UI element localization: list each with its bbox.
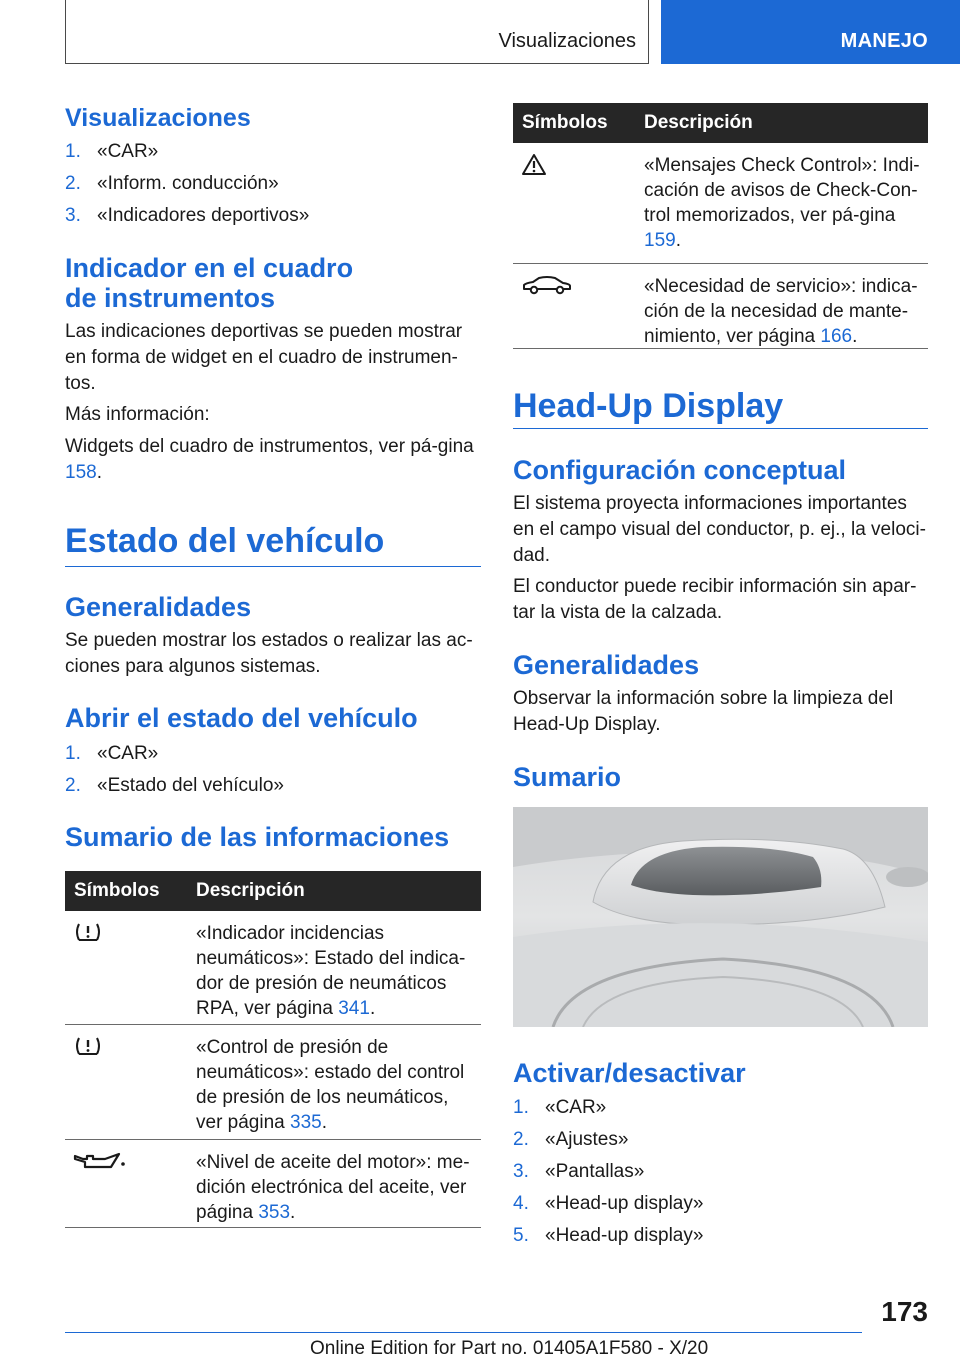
sumario-informaciones-heading: Sumario de las informaciones — [65, 822, 450, 852]
visualizaciones-steps — [65, 136, 481, 232]
header-section-box — [65, 0, 649, 64]
footer-rule — [65, 1332, 862, 1333]
widgets-reference: Widgets del cuadro de instrumentos, ver pá-gina 158. — [65, 436, 474, 483]
generalidades-hud-heading: Generalidades — [513, 650, 700, 680]
table-row — [65, 1140, 481, 1228]
visualizaciones-heading: Visualizaciones — [65, 104, 251, 132]
table-header — [65, 871, 481, 911]
list-item: 2. «Estado del vehículo» — [65, 775, 284, 796]
heading-rule — [65, 566, 481, 567]
list-item: 3. «Indicadores deportivos» — [65, 205, 310, 226]
activar-steps — [513, 1092, 928, 1252]
header-chapter-label: MANEJO — [840, 30, 928, 52]
page-link-159[interactable]: 159 — [644, 230, 676, 251]
list-item: 5. «Head-up display» — [513, 1225, 704, 1246]
page-link-335[interactable]: 335 — [290, 1112, 322, 1133]
page-link-166[interactable]: 166 — [820, 326, 853, 347]
header-chapter-tab — [661, 0, 960, 64]
table-header-symbols: Símbolos — [522, 112, 608, 133]
header-section-title: Visualizaciones — [498, 30, 636, 52]
abrir-estado-heading: Abrir el estado del vehículo — [65, 703, 418, 733]
heading-rule — [513, 428, 928, 429]
list-item: 2. «Inform. conducción» — [65, 173, 279, 194]
table-description: «Nivel de aceite del motor»: me-dición electrónica del aceite, ver página 353. — [196, 1152, 470, 1223]
generalidades-heading: Generalidades — [65, 592, 252, 622]
list-item: 1. «CAR» — [65, 141, 159, 162]
list-item: 1. «CAR» — [65, 743, 159, 764]
head-up-display-heading: Head-Up Display — [513, 387, 784, 425]
estado-vehiculo-heading: Estado del vehículo — [65, 522, 385, 560]
list-item: 4. «Head-up display» — [513, 1193, 704, 1214]
edition-note: Online Edition for Part no. 01405A1F580 - X/20 — [310, 1338, 709, 1359]
indicador-heading: Indicador en el cuadro de instrumentos — [65, 253, 354, 313]
table-row — [513, 264, 928, 349]
tire-pressure-warning-icon — [65, 911, 196, 1024]
configuracion-paragraph-1: El sistema proyecta informaciones importantes en el campo visual del conductor, p. ej., la veloci-dad. — [513, 493, 926, 566]
head-up-display-photo — [513, 807, 928, 1027]
configuracion-paragraph-2: El conductor puede recibir información sin apar-tar la vista de la calzada. — [513, 576, 917, 623]
mas-informacion-text: Más información: — [65, 404, 210, 425]
table-description: «Mensajes Check Control»: Indi-cación de avisos de Check-Con-trol memorizados, ver pá-gina 159. — [644, 155, 920, 251]
sumario-heading: Sumario — [513, 762, 622, 792]
table-description: «Necesidad de servicio»: indica-ción de la necesidad de mante-nimiento, ver página 166. — [644, 276, 918, 347]
generalidades-hud-paragraph: Observar la información sobre la limpieza del Head-Up Display. — [513, 688, 894, 735]
table-description: «Indicador incidencias neumáticos»: Estado del indica-dor de presión de neumáticos RPA, ver página 341. — [196, 923, 466, 1019]
symbols-table-right — [513, 103, 928, 349]
page-number: 173 — [881, 1296, 928, 1327]
table-description: «Control de presión de neumáticos»: estado del control de presión de los neumáticos, ver página 335. — [196, 1037, 465, 1133]
table-row — [65, 911, 481, 1025]
page-link-353[interactable]: 353 — [258, 1202, 291, 1223]
symbols-table-left — [65, 871, 481, 1228]
list-item: 1. «CAR» — [513, 1097, 607, 1118]
list-item: 3. «Pantallas» — [513, 1161, 645, 1182]
table-row — [65, 1025, 481, 1140]
generalidades-paragraph: Se pueden mostrar los estados o realizar las ac-ciones para algunos sistemas. — [65, 630, 473, 677]
abrir-estado-steps — [65, 738, 481, 802]
configuracion-conceptual-heading: Configuración conceptual — [513, 455, 847, 485]
table-header-description: Descripción — [644, 112, 753, 133]
car-service-icon — [513, 264, 644, 348]
list-item: 2. «Ajustes» — [513, 1129, 629, 1150]
warning-triangle-icon — [513, 143, 644, 263]
page-link-341[interactable]: 341 — [338, 998, 370, 1019]
oil-can-icon — [65, 1140, 196, 1227]
page-link-158[interactable]: 158 — [65, 462, 97, 483]
table-row — [513, 143, 928, 264]
table-header-symbols: Símbolos — [74, 880, 160, 901]
activar-desactivar-heading: Activar/desactivar — [513, 1058, 746, 1088]
indicador-paragraph: Las indicaciones deportivas se pueden mostrar en forma de widget en el cuadro de instrumen-tos. — [65, 321, 463, 394]
table-header-description: Descripción — [196, 880, 305, 901]
tire-pressure-warning-icon — [65, 1025, 196, 1139]
table-header — [513, 103, 928, 143]
